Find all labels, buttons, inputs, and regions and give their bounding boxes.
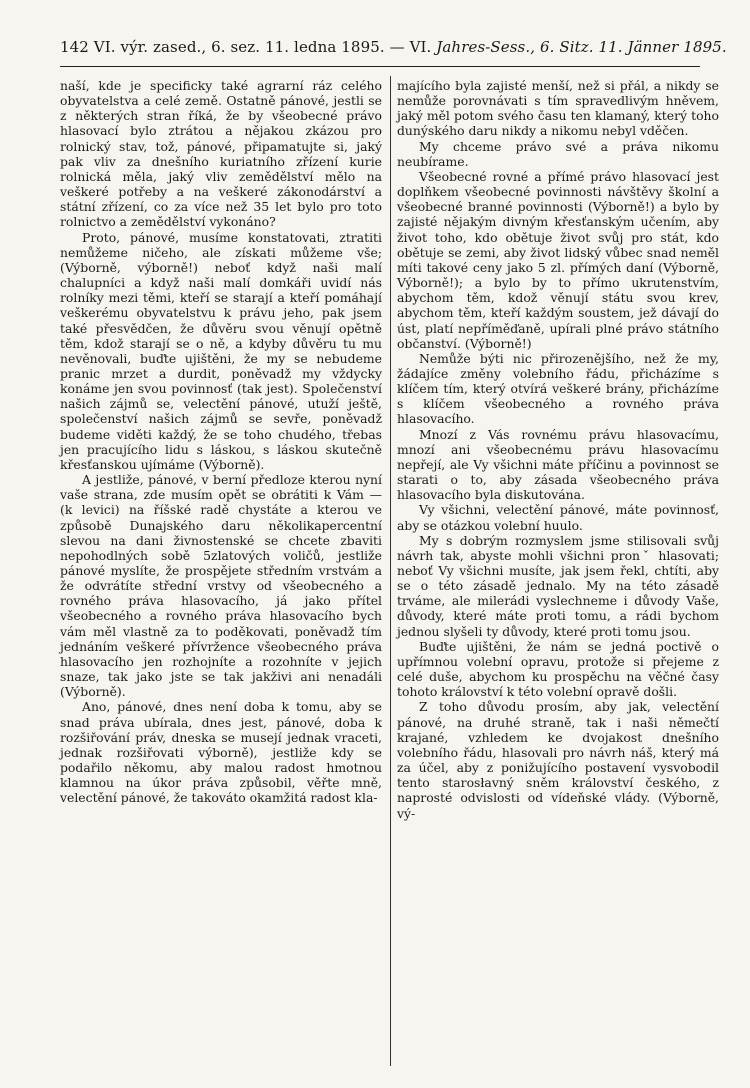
paragraph: naší, kde je specificky také agrarní ráz celého obyvatelstva a celé země. Ostatně pánové, jestli se z některých stran říká, že by všeobecné právo hlasovací bylo ztrátou a nějakou zkázou pro rolnický stav, tož, pánové, připamatujte si, jaký pak vliv za dnešního kuriatního zřízení kurie rolnická měla, jaký vliv zemědělství mělo na veškeré potřeby a na veškeré zákonodárství a státní zřízení, co za více než 35 let bylo pro toto rolnictvo a zemědělství vykonáno?	[60, 78, 382, 230]
paragraph: Vy všichni, velectění pánové, máte povinnosť, aby se otázkou volební huulo.	[397, 502, 719, 533]
paragraph: majícího byla zajisté menší, než si přál, a nikdy se nemůže porovnávati s tím spravedlivým hněvem, jaký měl potom svého času ten klamaný, který toho dunýského daru nikdy a nikomu nebyl vděčen.	[397, 78, 719, 139]
running-header	[60, 38, 727, 56]
right-column	[397, 78, 719, 821]
paragraph: Buďte ujištěni, že nám se jedná poctivě o upřímnou volební opravu, protože si přejeme z celé duše, abychom ku prospěchu na věčné časy tohoto království k této volební opravě došli.	[397, 638, 719, 700]
header-german: Jahres-Sess., 6. Sitz. 11. Jänner 1895.	[436, 38, 727, 56]
left-column	[60, 78, 382, 806]
paragraph: Nemůže býti nic přirozenějšího, než že my, žádajíce změny volebního řádu, přicházíme s klíčem tím, který otvírá veškeré brány, přicházíme s klíčem všeobecného a rovného práva hlasovacího.	[397, 350, 719, 427]
header-czech: 142 VI. výr. zased., 6. sez. 11. ledna 1895. — VI.	[60, 38, 432, 56]
paragraph: Z toho důvodu prosím, aby jak, velectění pánové, na druhé straně, tak i naši němečtí krajané, vzhledem ke dvojakost dnešního volebního řádu, hlasovali pro návrh náš, který má za účel, aby z ponižujícího postavení vysvobodil tento starosłavný sněm království českého, z naprosté odvislosti od vídeňské vlády. (Výborně, vý-	[397, 699, 719, 821]
paragraph: Proto, pánové, musíme konstatovati, ztratiti nemůžeme ničeho, ale získati můžeme vše; (Výborně, výborně!) neboť když naši malí chalupníci a když naši malí domkáři uvidí nás rolníky mezi těmi, kteří se starají a kteří pomáhají veškerému obyvatelstvu k právu jeho, pak jsem také přesvědčen, že důvěru svou věnují opětně těm, kdož starají se o ně, a kdyby důvěru tu mu nevěnovali, buďte ujištěni, že my se nebudeme pranic mrzet a durdit, poněvadž my vždycky konáme jen svou povinnosť (tak jest). Společenství našich zájmů se, velectění pánové, utuží ještě, společenství našich zájmů se sevře, poněvadž budeme viděti každý, že se toho chudého, třebas jen pracujícího lidu s láskou, s láskou skutečně křesťanskou ujímáme (Výborně).	[60, 229, 382, 472]
paragraph: Ano, pánové, dnes není doba k tomu, aby se snad práva ubírala, dnes jest, pánové, doba k rozšiřování práv, dneska se musejí jednak vraceti, jednak rozšiřovati výborně), jestliže kdy se podařilo někomu, aby malou radost hmotnou klamnou na úkor práva způsobil, věřte mně, velectění pánové, že takováto okamžitá radost kla-	[60, 699, 382, 806]
paragraph: A jestliže, pánové, v berní předloze kterou nyní vaše strana, zde musím opět se obrátiti k Vám — (k levici) na říšské radě chystáte a kterou ve způsobě Dunajského daru několikapercentní slevou na dani živnostenské se chcete zbaviti nepohodlných sobě 5zlatových voličů, jestliže pánové myslíte, že prospějete středním vrstvám a že odvrátíte střední vrstvy od všeobecného a rovného práva hlasovacího, já jako přítel všeobecného a rovného práva hlasovacího bych vám měl vlastně za to poděkovati, poněvadž tím jednáním veškeré přívržence všeobecného práva hlasovacího jen rozhojníte a rozohníte v jejich snaze, tak jako jste se tak jakživi ani nenadáli (Výborně).	[60, 472, 382, 700]
header-rule	[60, 66, 700, 67]
paragraph: Všeobecné rovné a přímé právo hlasovací jest doplňkem všeobecné povinnosti návštěvy školní a všeobecné branné povinnosti (Výborně!) a bylo by zajisté nějakým divným křesťanským učením, aby život toho, kdo obětuje život svůj pro stát, kdo obětuje se zemi, aby život lidský vůbec snad neměl míti takové ceny jako 5 zl. přímých daní (Výborně, Výborně!); a bylo by to přímo ukrutenstvím, abychom těm, kdož věnují státu svou krev, abychom těm, kteří každým soustem, jež dávají do úst, platí nepříměďaně, upírali plné právo státního občanství. (Výborně!)	[397, 168, 719, 351]
paragraph: Mnozí z Vás rovnému právu hlasovacímu, mnozí ani všeobecnému právu hlasovacímu nepřejí, ale Vy všichni máte příčinu a povinnost se starati o to, aby zásada všeobecného práva hlasovacího byla diskutována.	[397, 426, 719, 503]
paragraph: My chceme právo své a práva nikomu neubírame.	[397, 138, 719, 169]
paragraph: My s dobrým rozmyslem jsme stilisovali svůj návrh tak, abyste mohli všichni pronˇ hlasovati; neboť Vy všichni musíte, jak jsem řekl, chtíti, aby se o této zásadě jednalo. My na této zásadě trváme, ale milerádi vyslechneme i důvody Vaše, důvody, které máte proti tomu, a rádi bychom jednou slyšeli ty důvody, které proti tomu jsou.	[397, 532, 719, 639]
column-divider	[390, 76, 391, 1066]
